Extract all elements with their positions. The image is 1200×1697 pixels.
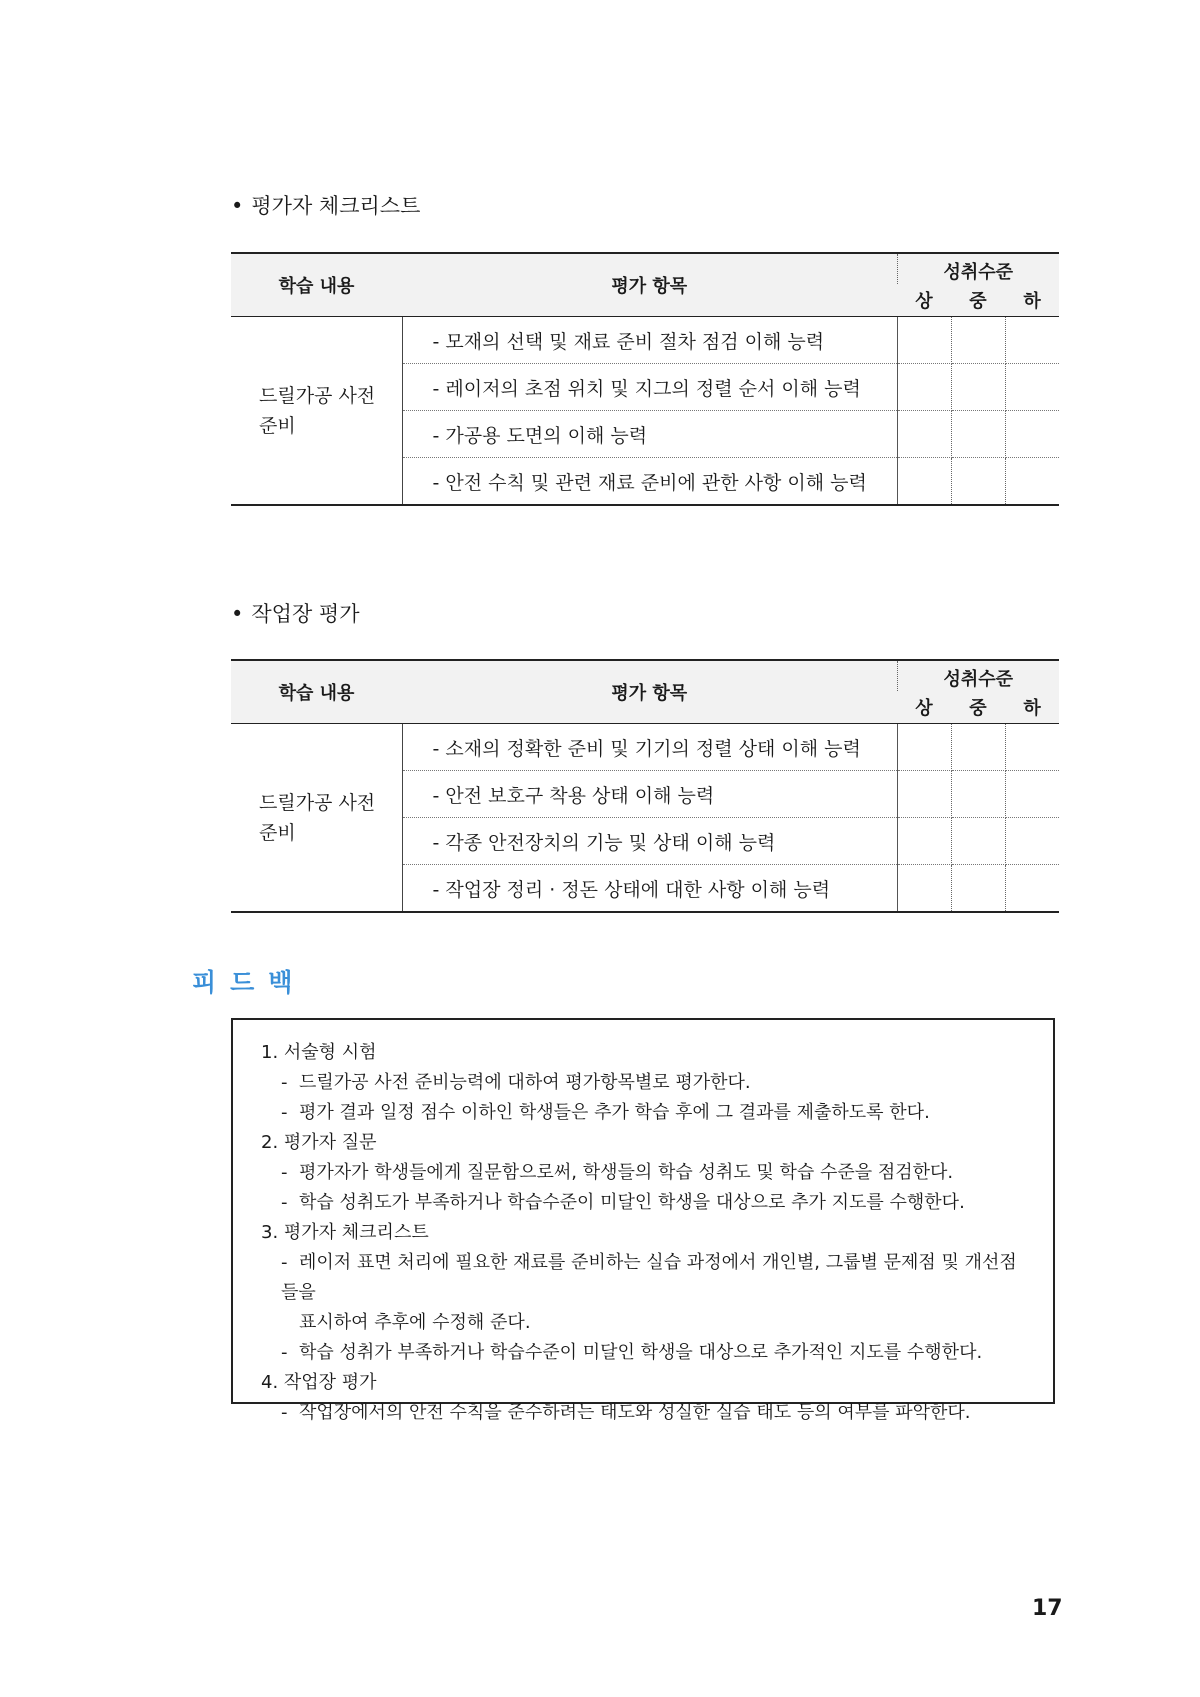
feedback-line-text: 학습 성취도가 부족하거나 학습수준이 미달인 학생을 대상으로 추가 지도를 수행한다.: [299, 1192, 965, 1213]
check-cell-low[interactable]: [1005, 724, 1059, 771]
feedback-line-text: 작업장에서의 안전 수칙을 준수하려는 태도와 성실한 실습 태도 등의 여부를 파악한다.: [299, 1402, 971, 1423]
learning-content-cell: [231, 724, 402, 913]
feedback-line-text: 평가 결과 일정 점수 이하인 학생들은 추가 학습 후에 그 결과를 제출하도록 한다.: [299, 1102, 930, 1123]
eval-item: - 작업장 정리 · 정돈 상태에 대한 사항 이해 능력: [402, 865, 897, 913]
learning-content-line: 준비: [259, 414, 296, 437]
eval-item: - 안전 보호구 착용 상태 이해 능력: [402, 771, 897, 818]
bullet-icon: •: [231, 602, 244, 626]
check-cell-high[interactable]: [897, 411, 951, 458]
feedback-line-text: 학습 성취가 부족하거나 학습수준이 미달인 학생을 대상으로 추가적인 지도를 수행한다.: [299, 1342, 983, 1363]
check-cell-mid[interactable]: [951, 411, 1005, 458]
eval-item: - 모재의 선택 및 재료 준비 절차 점검 이해 능력: [402, 317, 897, 364]
feedback-heading: 3. 평가자 체크리스트: [261, 1222, 429, 1243]
section-title-checklist: [231, 190, 420, 220]
check-cell-low[interactable]: [1005, 317, 1059, 364]
eval-item: - 안전 수칙 및 관련 재료 준비에 관한 사항 이해 능력: [402, 458, 897, 506]
learning-content-line: 드릴가공 사전: [259, 384, 376, 407]
feedback-line: - 평가자가 학생들에게 질문함으로써, 학생들의 학습 성취도 및 학습 수준을 점검한다.: [281, 1162, 954, 1183]
check-cell-low[interactable]: [1005, 411, 1059, 458]
feedback-heading: 4. 작업장 평가: [261, 1372, 377, 1393]
feedback-line: - 학습 성취가 부족하거나 학습수준이 미달인 학생을 대상으로 추가적인 지도를 수행한다.: [281, 1342, 983, 1363]
check-cell-mid[interactable]: [951, 364, 1005, 411]
check-cell-high[interactable]: [897, 317, 951, 364]
feedback-line-text: 평가자가 학생들에게 질문함으로써, 학생들의 학습 성취도 및 학습 수준을 점검한다.: [299, 1162, 954, 1183]
check-cell-high[interactable]: [897, 771, 951, 818]
eval-item: - 레이저의 초점 위치 및 지그의 정렬 순서 이해 능력: [402, 364, 897, 411]
section-title-workplace: [231, 598, 360, 628]
learning-content-cell: [231, 317, 402, 506]
evaluator-checklist-table: [231, 252, 1059, 506]
check-cell-high[interactable]: [897, 818, 951, 865]
workplace-evaluation-table: [231, 659, 1059, 913]
check-cell-mid[interactable]: [951, 818, 1005, 865]
feedback-heading: 2. 평가자 질문: [261, 1132, 377, 1153]
feedback-line: - 평가 결과 일정 점수 이하인 학생들은 추가 학습 후에 그 결과를 제출하도록 한다.: [281, 1102, 930, 1123]
header-level-high: 상: [897, 691, 951, 724]
feedback-line-continuation: 표시하여 추후에 수정해 준다.: [299, 1312, 531, 1333]
feedback-line: - 드릴가공 사전 준비능력에 대하여 평가항목별로 평가한다.: [281, 1072, 751, 1093]
feedback-line: - 레이저 표면 처리에 필요한 재료를 준비하는 실습 과정에서 개인별, 그룹별 문제점 및 개선점들을: [281, 1252, 1017, 1303]
check-cell-low[interactable]: [1005, 364, 1059, 411]
header-achievement: 성취수준: [897, 253, 1059, 284]
check-cell-mid[interactable]: [951, 458, 1005, 506]
header-level-low: 하: [1005, 284, 1059, 317]
learning-content-line: 준비: [259, 821, 296, 844]
header-level-low: 하: [1005, 691, 1059, 724]
header-item: 평가 항목: [402, 253, 897, 317]
check-cell-high[interactable]: [897, 724, 951, 771]
eval-item: - 소재의 정확한 준비 및 기기의 정렬 상태 이해 능력: [402, 724, 897, 771]
learning-content-line: 드릴가공 사전: [259, 791, 376, 814]
header-content: 학습 내용: [231, 253, 402, 317]
eval-item: - 가공용 도면의 이해 능력: [402, 411, 897, 458]
feedback-line: - 작업장에서의 안전 수칙을 준수하려는 태도와 성실한 실습 태도 등의 여부를 파악한다.: [281, 1402, 971, 1423]
feedback-heading: 1. 서술형 시험: [261, 1042, 377, 1063]
check-cell-low[interactable]: [1005, 771, 1059, 818]
header-achievement: 성취수준: [897, 660, 1059, 691]
check-cell-mid[interactable]: [951, 317, 1005, 364]
feedback-box: [231, 1018, 1055, 1423]
check-cell-mid[interactable]: [951, 771, 1005, 818]
feedback-title: 피드백: [192, 968, 307, 997]
bullet-icon: •: [231, 194, 244, 218]
header-level-mid: 중: [951, 284, 1005, 317]
header-content: 학습 내용: [231, 660, 402, 724]
feedback-line-text: 레이저 표면 처리에 필요한 재료를 준비하는 실습 과정에서 개인별, 그룹별 문제점 및 개선점들을: [281, 1252, 1017, 1303]
check-cell-high[interactable]: [897, 865, 951, 913]
check-cell-mid[interactable]: [951, 865, 1005, 913]
feedback-line: - 학습 성취도가 부족하거나 학습수준이 미달인 학생을 대상으로 추가 지도를 수행한다.: [281, 1192, 965, 1213]
section-title-text: 작업장 평가: [251, 602, 360, 626]
header-item: 평가 항목: [402, 660, 897, 724]
check-cell-low[interactable]: [1005, 818, 1059, 865]
header-level-high: 상: [897, 284, 951, 317]
check-cell-low[interactable]: [1005, 458, 1059, 506]
check-cell-high[interactable]: [897, 458, 951, 506]
check-cell-mid[interactable]: [951, 724, 1005, 771]
check-cell-high[interactable]: [897, 364, 951, 411]
eval-item: - 각종 안전장치의 기능 및 상태 이해 능력: [402, 818, 897, 865]
header-level-mid: 중: [951, 691, 1005, 724]
feedback-line-text: 드릴가공 사전 준비능력에 대하여 평가항목별로 평가한다.: [299, 1072, 751, 1093]
check-cell-low[interactable]: [1005, 865, 1059, 913]
section-title-text: 평가자 체크리스트: [251, 194, 421, 218]
page-number: 17: [1032, 1596, 1063, 1621]
